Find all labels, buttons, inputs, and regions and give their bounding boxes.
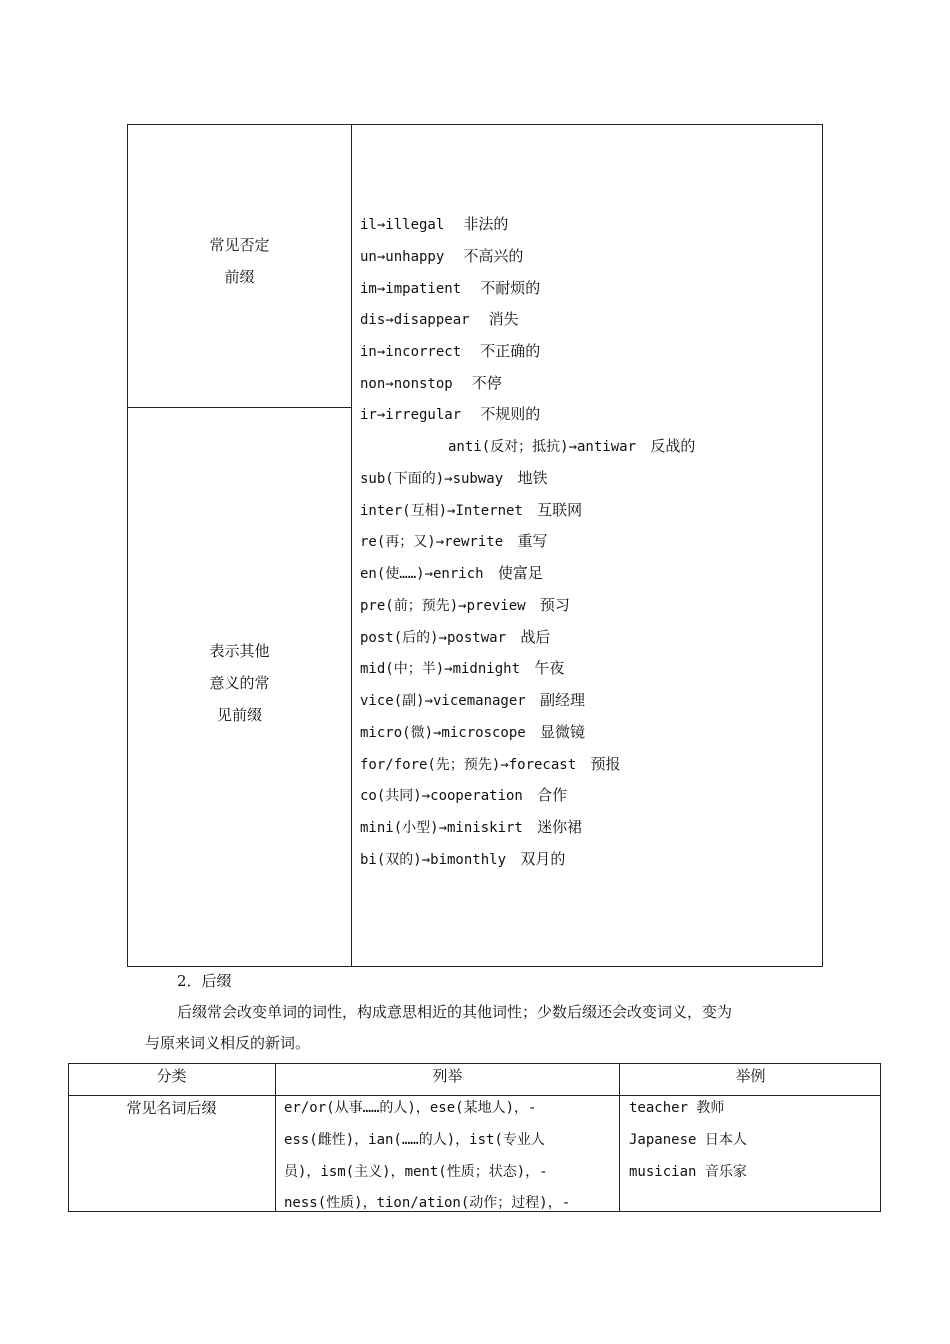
header-category: 分类 (156, 1067, 187, 1085)
suffix-list-line: 员)，ism(主义)，ment(性质；状态)，- (284, 1164, 548, 1180)
prefix-entry: pre(前；预先)→preview 预习 (360, 596, 570, 614)
prefix-entry: dis→disappear 消失 (360, 310, 519, 328)
paragraph-line: 与原来词义相反的新词。 (145, 1034, 311, 1052)
prefix-entry: sub(下面的)→subway 地铁 (360, 469, 548, 487)
prefix-entry: co(共同)→cooperation 合作 (360, 786, 568, 804)
suffix-list-line: ness(性质)，tion/ation(动作；过程)，- (284, 1195, 571, 1211)
prefix-entry: micro(微)→microscope 显微镜 (360, 723, 586, 741)
prefix-entry: mid(中；半)→midnight 午夜 (360, 659, 565, 677)
prefix-entry: im→impatient 不耐烦的 (360, 279, 541, 297)
prefix-entry: for/fore(先；预先)→forecast 预报 (360, 755, 621, 773)
example-word: teacher 教师 (629, 1100, 725, 1116)
prefix-entry: en(使……)→enrich 使富足 (360, 564, 543, 582)
section-heading: 2．后缀 (177, 972, 232, 990)
prefix-entry: post(后的)→postwar 战后 (360, 628, 551, 646)
prefix-entry: anti(反对；抵抗)→antiwar 反战的 (448, 437, 696, 455)
prefix-entry: non→nonstop 不停 (360, 374, 502, 392)
example-word: Japanese 日本人 (629, 1132, 747, 1148)
prefix-entry: mini(小型)→miniskirt 迷你裙 (360, 818, 583, 836)
suffix-list-line: er/or(从事……的人)，ese(某地人)，- (284, 1100, 537, 1116)
row-divider (127, 407, 352, 408)
header-list: 列举 (432, 1067, 463, 1085)
noun-suffix-category: 常见名词后缀 (126, 1099, 217, 1117)
suffix-list-line: ess(雌性)，ian(……的人)，ist(专业人 (284, 1132, 545, 1148)
prefix-entry: il→illegal 非法的 (360, 215, 509, 233)
prefix-entry: ir→irregular 不规则的 (360, 405, 541, 423)
prefix-entry: bi(双的)→bimonthly 双月的 (360, 850, 566, 868)
prefix-entry: inter(互相)→Internet 互联网 (360, 501, 583, 519)
header-examples: 举例 (735, 1067, 766, 1085)
paragraph-line: 后缀常会改变单词的词性，构成意思相近的其他词性；少数后缀还会改变词义，变为 (177, 1003, 733, 1021)
example-word: musician 音乐家 (629, 1164, 747, 1180)
prefix-entry: vice(副)→vicemanager 副经理 (360, 691, 586, 709)
prefix-entry: un→unhappy 不高兴的 (360, 247, 524, 265)
negative-prefix-label: 常见否定 前缀 (209, 236, 270, 286)
other-prefix-label: 表示其他 意义的常 见前缀 (209, 642, 270, 724)
prefix-entry: re(再；又)→rewrite 重写 (360, 532, 548, 550)
prefix-entry: in→incorrect 不正确的 (360, 342, 541, 360)
